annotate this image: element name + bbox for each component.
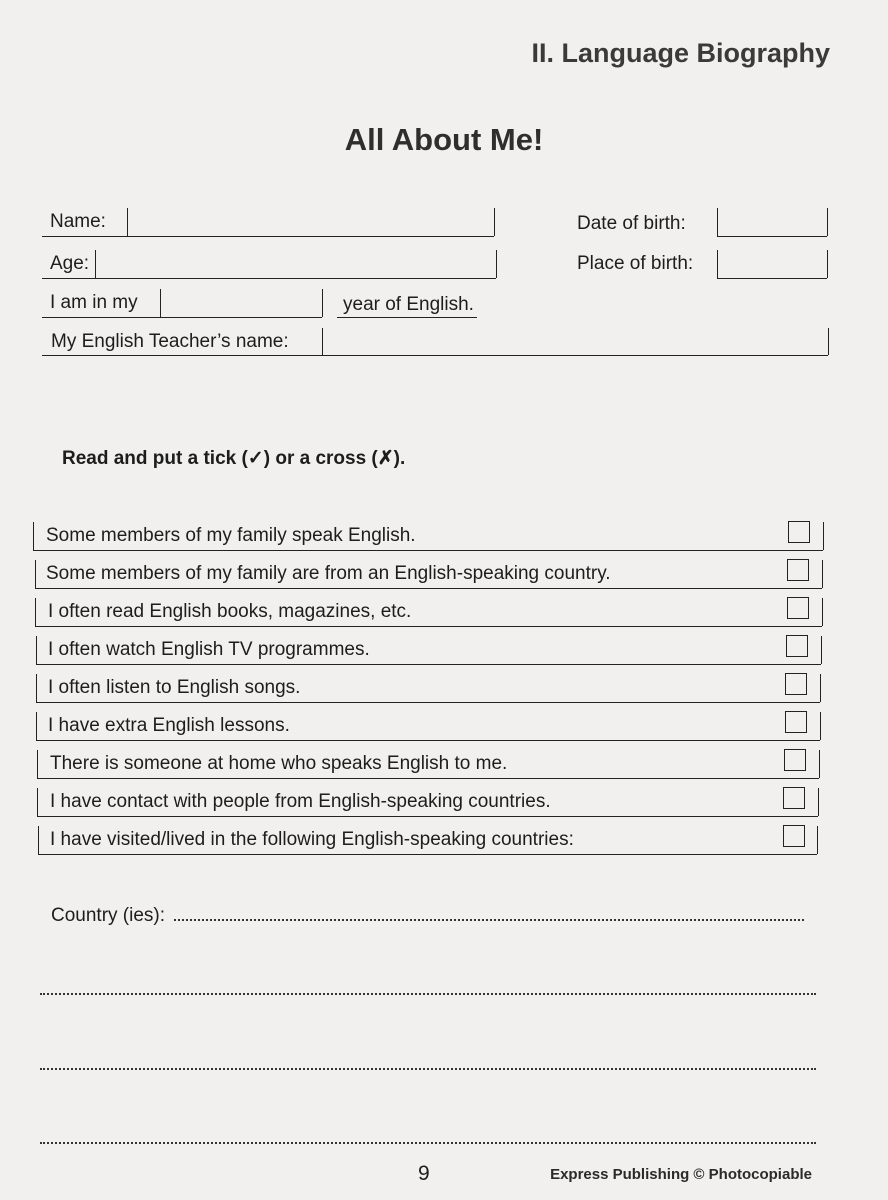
age-field-end (496, 250, 497, 278)
row-end (822, 598, 823, 626)
countries-line[interactable] (40, 1068, 816, 1070)
statement-row (0, 741, 888, 779)
age-field[interactable] (42, 278, 496, 279)
statement-row (0, 665, 888, 703)
year-field-start (160, 289, 161, 317)
statement-row (0, 589, 888, 627)
checkbox[interactable] (783, 825, 805, 847)
place-field[interactable] (717, 278, 827, 279)
checkbox[interactable] (785, 673, 807, 695)
row-start (36, 712, 37, 740)
statement-row (0, 551, 888, 589)
age-field-divider (95, 250, 96, 278)
place-field-end (827, 250, 828, 278)
row-start (36, 674, 37, 702)
statement-text: There is someone at home who speaks English to me. (50, 753, 508, 774)
name-label: Name: (50, 211, 106, 232)
dob-label: Date of birth: (577, 213, 686, 234)
row-start (35, 560, 36, 588)
section-title: II. Language Biography (531, 38, 830, 68)
statement-text: I often read English books, magazines, etc. (48, 601, 412, 622)
teacher-label: My English Teacher’s name: (51, 331, 289, 352)
row-start (35, 598, 36, 626)
statement-text: I often listen to English songs. (48, 677, 301, 698)
statement-row (0, 703, 888, 741)
statement-row (0, 817, 888, 855)
checkbox[interactable] (784, 749, 806, 771)
row-end (818, 788, 819, 816)
row-start (37, 750, 38, 778)
statement-text: I have extra English lessons. (48, 715, 290, 736)
year-field-end (322, 289, 323, 317)
year-suffix-underline (337, 317, 477, 318)
row-end (820, 712, 821, 740)
statement-text: Some members of my family are from an English-speaking country. (46, 563, 611, 584)
name-field-end (494, 208, 495, 236)
row-start (37, 788, 38, 816)
statement-text: Some members of my family speak English. (46, 525, 416, 546)
checkbox[interactable] (787, 597, 809, 619)
countries-line[interactable] (40, 993, 816, 995)
year-suffix-label: year of English. (343, 294, 474, 315)
row-end (821, 636, 822, 664)
page-number: 9 (418, 1162, 430, 1185)
row-end (823, 522, 824, 550)
footer-credit: Express Publishing © Photocopiable (550, 1166, 812, 1183)
statement-text: I have contact with people from English-speaking countries. (50, 791, 551, 812)
place-label: Place of birth: (577, 253, 694, 274)
row-end (820, 674, 821, 702)
statement-row (0, 627, 888, 665)
row-end (819, 750, 820, 778)
teacher-field[interactable] (42, 355, 828, 356)
name-field[interactable] (42, 236, 494, 237)
checkbox[interactable] (785, 711, 807, 733)
row-end (817, 826, 818, 854)
page-title: All About Me! (344, 122, 544, 157)
statement-row (0, 513, 888, 551)
checkbox[interactable] (786, 635, 808, 657)
checkbox[interactable] (787, 559, 809, 581)
checkbox[interactable] (788, 521, 810, 543)
row-end (822, 560, 823, 588)
teacher-field-start (322, 328, 323, 355)
statement-row (0, 779, 888, 817)
row-start (38, 826, 39, 854)
name-field-divider (127, 208, 128, 236)
countries-label: Country (ies): (51, 905, 166, 926)
row-start (36, 636, 37, 664)
year-prefix-label: I am in my (50, 292, 138, 313)
countries-line[interactable] (40, 1142, 816, 1144)
teacher-field-end (828, 328, 829, 355)
age-label: Age: (50, 253, 90, 274)
row-start (33, 522, 34, 550)
dob-field-start (717, 208, 718, 236)
checkbox[interactable] (783, 787, 805, 809)
statement-text: I have visited/lived in the following English-speaking countries: (50, 829, 574, 850)
dob-field-end (827, 208, 828, 236)
year-field[interactable] (42, 317, 322, 318)
place-field-start (717, 250, 718, 278)
row-underline (38, 854, 817, 855)
instruction: Read and put a tick (✓) or a cross (✗). (62, 448, 406, 469)
statement-text: I often watch English TV programmes. (48, 639, 370, 660)
dob-field[interactable] (717, 236, 827, 237)
countries-line[interactable] (174, 919, 804, 921)
